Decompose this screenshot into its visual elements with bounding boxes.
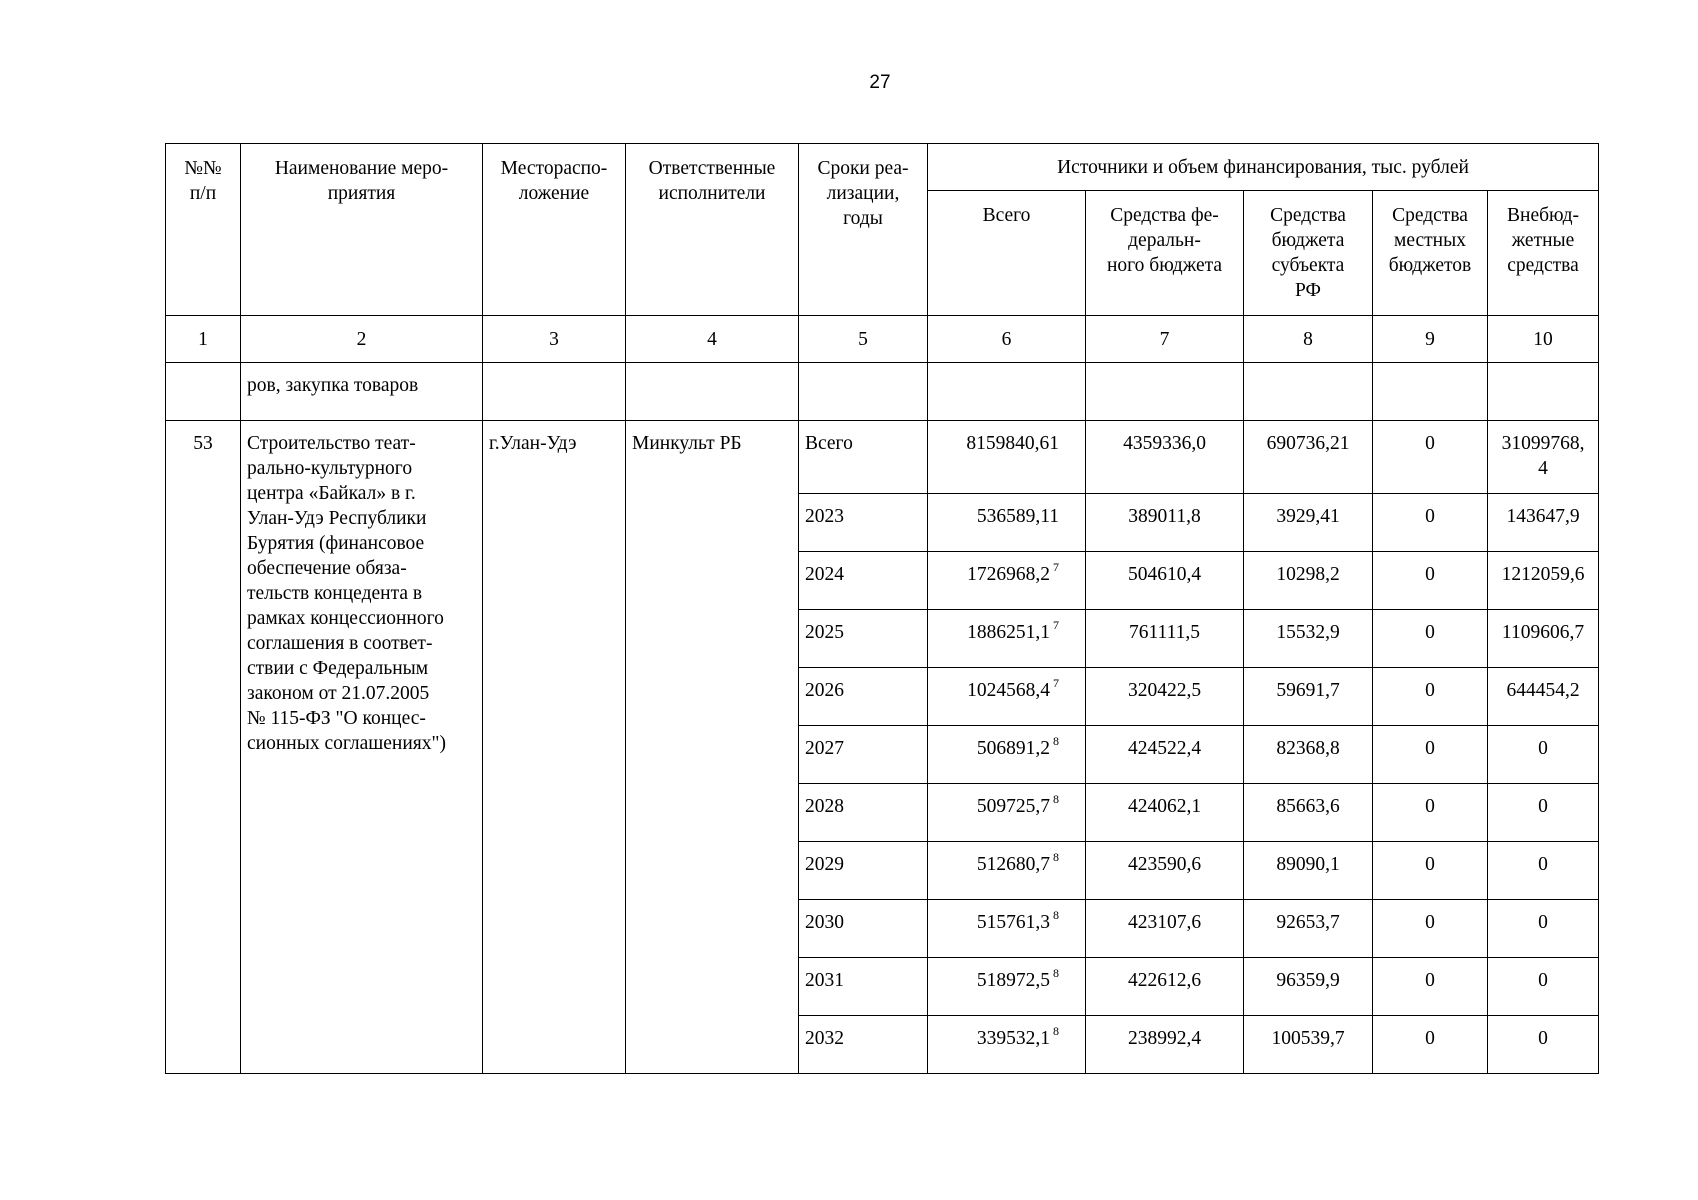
regional-cell: 15532,9: [1244, 610, 1373, 668]
column-number-row: [166, 316, 1599, 363]
total-value: 1024568,4: [967, 680, 1050, 701]
extrabudget-cell: [1488, 668, 1599, 726]
extrabudget-line: 1212059,6: [1501, 564, 1585, 585]
item-name: [241, 421, 483, 1074]
extrabudget-line: 0: [1538, 738, 1548, 759]
continuation-empty-cell: [626, 363, 799, 421]
header-number: [166, 144, 241, 316]
total-value: 1886251,1: [967, 622, 1050, 643]
header-federal-line-1: Средства фе-: [1110, 205, 1219, 226]
header-location-line-1: Месторaспо-: [500, 158, 608, 179]
header-location-line-2: ложение: [518, 183, 590, 204]
header-responsible: [626, 144, 799, 316]
extrabudget-cell: [1488, 552, 1599, 610]
local-cell: 0: [1373, 784, 1488, 842]
continuation-empty-cell: [1488, 363, 1599, 421]
total-cell: [928, 1016, 1086, 1074]
period-cell: 2030: [799, 900, 928, 958]
item-name-line: Строительство теат-: [247, 433, 416, 454]
column-number: 8: [1244, 316, 1373, 363]
extrabudget-cell: [1488, 900, 1599, 958]
column-number: 10: [1488, 316, 1599, 363]
total-cell: [928, 610, 1086, 668]
continuation-empty-cell: [1086, 363, 1244, 421]
header-location: [483, 144, 626, 316]
total-value: 518972,5: [976, 970, 1050, 991]
total-cell: [928, 552, 1086, 610]
extrabudget-cell: [1488, 958, 1599, 1016]
header-period-line-1: Сроки реа-: [817, 158, 909, 179]
header-regional-line-3: субъекта: [1271, 255, 1345, 276]
item-name-line: центра «Байкал» в г.: [247, 483, 416, 504]
extrabudget-line: 0: [1538, 796, 1548, 817]
extrabudget-line: 31099768,: [1501, 433, 1585, 454]
header-period: [799, 144, 928, 316]
total-cell: [928, 421, 1086, 494]
total-cell: [928, 842, 1086, 900]
regional-cell: 100539,7: [1244, 1016, 1373, 1074]
header-regional-line-4: РФ: [1295, 280, 1321, 301]
header-responsible-line-1: Ответственные: [648, 158, 776, 179]
header-extrabudget-line-1: Внебюд-: [1507, 205, 1580, 226]
footnote-ref: 8: [1053, 849, 1059, 864]
header-local: [1373, 191, 1488, 316]
footnote-ref: 7: [1053, 617, 1059, 632]
extrabudget-cell: [1488, 1016, 1599, 1074]
item-location: г.Улан-Удэ: [483, 421, 626, 1074]
header-local-line-3: бюджетов: [1388, 255, 1472, 276]
header-number-label: №№ п/п: [184, 158, 222, 204]
header-local-line-2: местных: [1394, 230, 1466, 251]
period-cell: 2032: [799, 1016, 928, 1074]
local-cell: 0: [1373, 610, 1488, 668]
item-name-line: обеспечение обяза-: [247, 558, 407, 579]
header-period-line-2: лизации,: [826, 183, 900, 204]
item-name-line: № 115-ФЗ "О концес-: [247, 708, 426, 729]
continuation-text: ров, закупка товаров: [241, 363, 483, 421]
federal-cell: 4359336,0: [1086, 421, 1244, 494]
column-number: 1: [166, 316, 241, 363]
column-number: 5: [799, 316, 928, 363]
extrabudget-line: 1109606,7: [1501, 622, 1585, 643]
period-cell: 2023: [799, 494, 928, 552]
period-cell: 2026: [799, 668, 928, 726]
footnote-ref: 7: [1053, 675, 1059, 690]
regional-cell: 10298,2: [1244, 552, 1373, 610]
total-value: 506891,2: [976, 738, 1050, 759]
header-name-line-1: Наименование меро-: [274, 158, 449, 179]
item-name-line: ствии с Федеральным: [247, 658, 429, 679]
item-name-line: сионных соглашениях"): [247, 733, 446, 754]
header-extrabudget-line-3: средства: [1507, 255, 1579, 276]
footnote-ref: 8: [1053, 907, 1059, 922]
column-number: 9: [1373, 316, 1488, 363]
total-cell: [928, 494, 1086, 552]
continuation-number-cell: [166, 363, 241, 421]
local-cell: 0: [1373, 958, 1488, 1016]
total-cell: [928, 784, 1086, 842]
header-responsible-line-2: исполнители: [658, 183, 766, 204]
local-cell: 0: [1373, 421, 1488, 494]
header-federal: [1086, 191, 1244, 316]
local-cell: 0: [1373, 726, 1488, 784]
total-cell: [928, 958, 1086, 1016]
regional-cell: 3929,41: [1244, 494, 1373, 552]
column-number: 3: [483, 316, 626, 363]
federal-cell: 761111,5: [1086, 610, 1244, 668]
footnote-ref: 8: [1053, 965, 1059, 980]
total-value: 509725,7: [976, 796, 1050, 817]
header-local-line-1: Средства: [1392, 205, 1468, 226]
header-name-line-2: приятия: [327, 183, 396, 204]
item-name-line: рально-культурного: [247, 458, 413, 479]
regional-cell: 96359,9: [1244, 958, 1373, 1016]
total-value: 8159840,61: [966, 433, 1059, 454]
extrabudget-cell: [1488, 494, 1599, 552]
header-period-line-3: годы: [843, 208, 883, 229]
header-regional-line-2: бюджета: [1271, 230, 1345, 251]
item-number: 53: [166, 421, 241, 1074]
page-number: 27: [869, 72, 891, 93]
federal-cell: 320422,5: [1086, 668, 1244, 726]
item-name-line: тельств концедента в: [247, 583, 423, 604]
header-sources: Источники и объем финансирования, тыс. рублей: [928, 144, 1599, 191]
period-cell: 2031: [799, 958, 928, 1016]
financing-table: [165, 143, 1599, 1074]
item-name-line: рамках концессионного: [247, 608, 444, 629]
local-cell: 0: [1373, 494, 1488, 552]
header-federal-line-3: ного бюджета: [1106, 255, 1223, 276]
column-number: 4: [626, 316, 799, 363]
extrabudget-line: 143647,9: [1506, 506, 1580, 527]
total-cell: [928, 726, 1086, 784]
regional-cell: 92653,7: [1244, 900, 1373, 958]
local-cell: 0: [1373, 900, 1488, 958]
total-value: 339532,1: [976, 1028, 1050, 1049]
local-cell: 0: [1373, 552, 1488, 610]
extrabudget-cell: [1488, 842, 1599, 900]
item-name-line: Бурятия (финансовое: [247, 533, 425, 554]
footnote-ref: 8: [1053, 1023, 1059, 1038]
federal-cell: 389011,8: [1086, 494, 1244, 552]
local-cell: 0: [1373, 1016, 1488, 1074]
item-name-line: законом от 21.07.2005: [247, 683, 430, 704]
extrabudget-cell: [1488, 784, 1599, 842]
header-total: [928, 191, 1086, 316]
federal-cell: 424522,4: [1086, 726, 1244, 784]
extrabudget-line: 644454,2: [1506, 680, 1580, 701]
header-name: [241, 144, 483, 316]
continuation-row: [166, 363, 1599, 421]
total-value: 1726968,2: [967, 564, 1050, 585]
total-cell: [928, 900, 1086, 958]
period-cell: Всего: [799, 421, 928, 494]
local-cell: 0: [1373, 668, 1488, 726]
column-number: 6: [928, 316, 1086, 363]
extrabudget-line: 0: [1538, 912, 1548, 933]
federal-cell: 423107,6: [1086, 900, 1244, 958]
item-name-line: Улан-Удэ Республики: [247, 508, 427, 529]
regional-cell: 82368,8: [1244, 726, 1373, 784]
extrabudget-line: 0: [1538, 854, 1548, 875]
extrabudget-line: 0: [1538, 970, 1548, 991]
federal-cell: 423590,6: [1086, 842, 1244, 900]
footnote-ref: 7: [1053, 559, 1059, 574]
footnote-ref: 8: [1053, 791, 1059, 806]
item-responsible: Минкульт РБ: [626, 421, 799, 1074]
federal-cell: 238992,4: [1086, 1016, 1244, 1074]
extrabudget-cell: [1488, 610, 1599, 668]
continuation-empty-cell: [1373, 363, 1488, 421]
item-name-line: соглашения в соответ-: [247, 633, 433, 654]
period-cell: 2024: [799, 552, 928, 610]
header-extrabudget-line-2: жетные: [1511, 230, 1575, 251]
header-federal-line-2: деральн-: [1128, 230, 1201, 251]
federal-cell: 424062,1: [1086, 784, 1244, 842]
period-cell: 2029: [799, 842, 928, 900]
federal-cell: 504610,4: [1086, 552, 1244, 610]
header-regional-line-1: Средства: [1270, 205, 1346, 226]
continuation-empty-cell: [928, 363, 1086, 421]
extrabudget-line: 4: [1538, 458, 1548, 479]
continuation-empty-cell: [799, 363, 928, 421]
header-total-label: Всего: [982, 205, 1031, 226]
year-row: [166, 421, 1599, 494]
federal-cell: 422612,6: [1086, 958, 1244, 1016]
footnote-ref: 8: [1053, 733, 1059, 748]
header-row-top: [166, 144, 1599, 191]
extrabudget-cell: [1488, 726, 1599, 784]
extrabudget-cell: [1488, 421, 1599, 494]
total-value: 536589,11: [976, 506, 1059, 527]
regional-cell: 85663,6: [1244, 784, 1373, 842]
continuation-empty-cell: [483, 363, 626, 421]
continuation-empty-cell: [1244, 363, 1373, 421]
period-cell: 2027: [799, 726, 928, 784]
column-number: 2: [241, 316, 483, 363]
total-cell: [928, 668, 1086, 726]
header-extrabudget: [1488, 191, 1599, 316]
local-cell: 0: [1373, 842, 1488, 900]
period-cell: 2028: [799, 784, 928, 842]
total-value: 512680,7: [976, 854, 1050, 875]
regional-cell: 690736,21: [1244, 421, 1373, 494]
regional-cell: 89090,1: [1244, 842, 1373, 900]
extrabudget-line: 0: [1538, 1028, 1548, 1049]
column-number: 7: [1086, 316, 1244, 363]
regional-cell: 59691,7: [1244, 668, 1373, 726]
total-value: 515761,3: [976, 912, 1050, 933]
header-regional: [1244, 191, 1373, 316]
period-cell: 2025: [799, 610, 928, 668]
